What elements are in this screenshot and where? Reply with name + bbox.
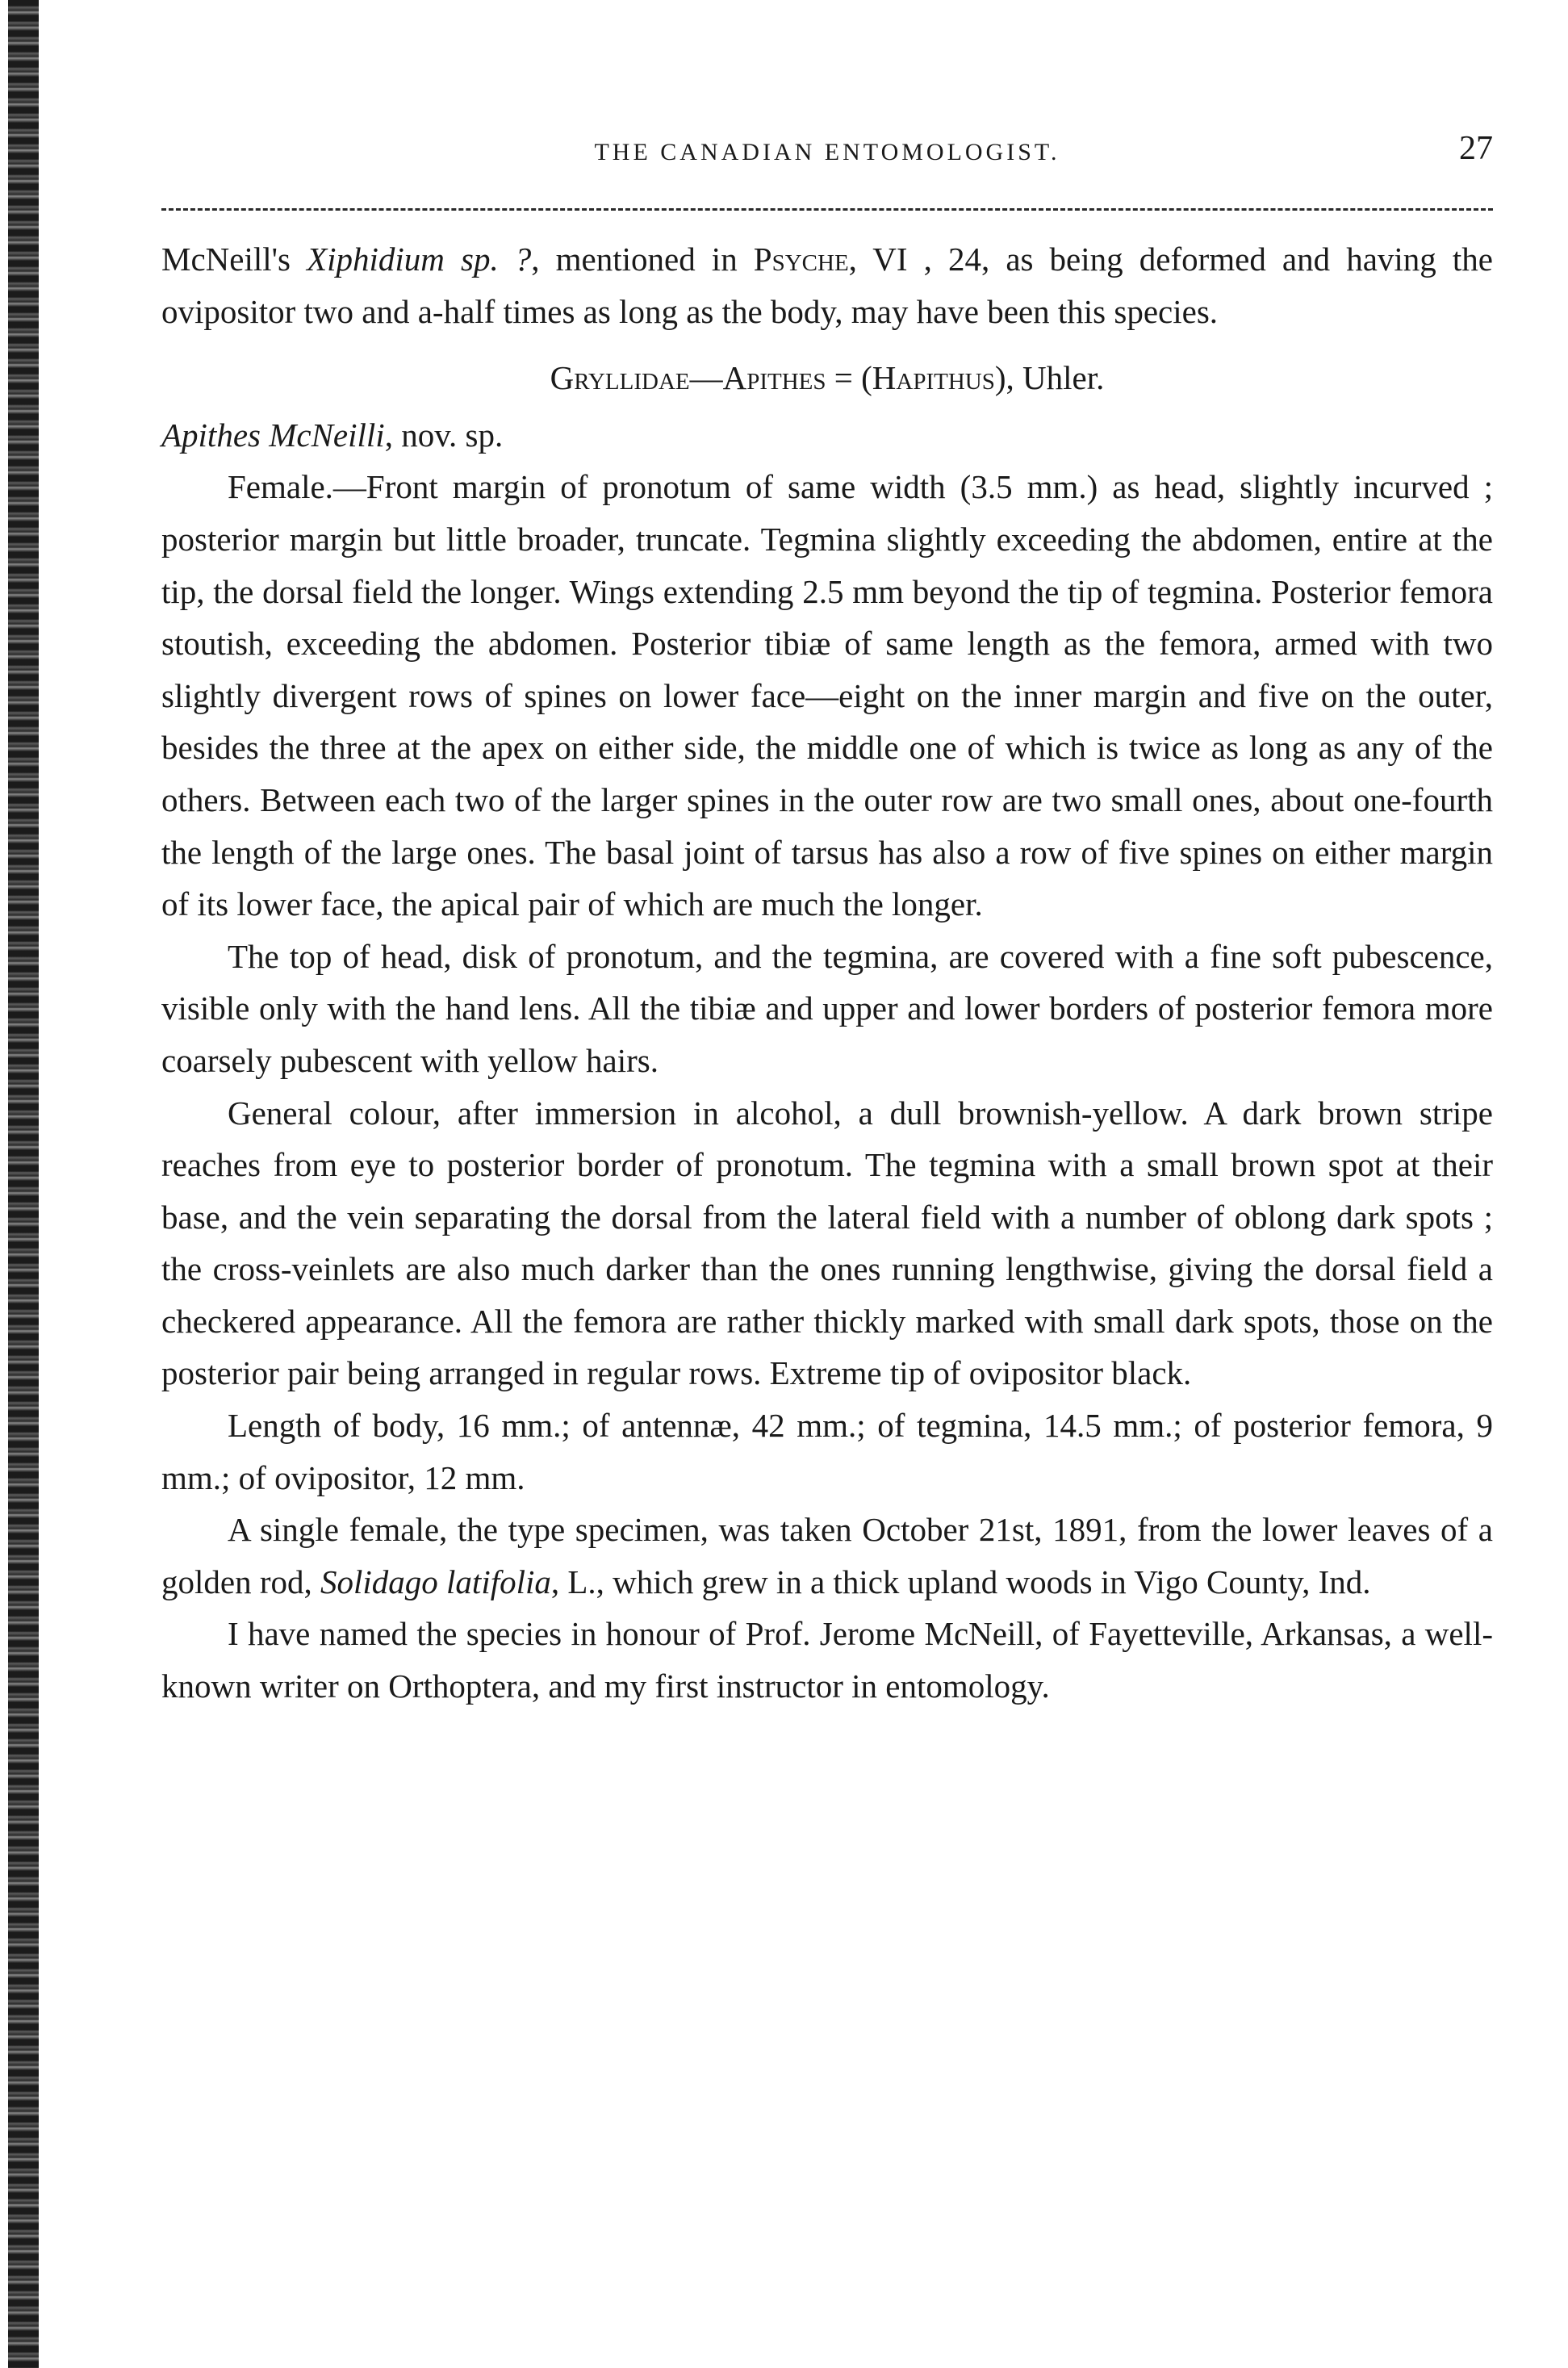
paragraph-honour: I have named the species in honour of Prof. Jerome McNeill, of Fayetteville, Arkansas, a well-known writer on Orthoptera, and my first instructor in entomology. (161, 1615, 1493, 1705)
species-name: Apithes McNeilli (161, 416, 385, 454)
paragraph-xiphidium (161, 233, 1493, 337)
paragraph-measurements: Length of body, 16 mm.; of antennæ, 42 mm.; of tegmina, 14.5 mm.; of posterior femora, 9 mm.; of ovipositor, 12 mm. (161, 1407, 1493, 1496)
text-run: McNeill's (161, 241, 307, 278)
text-run: , mentioned in (531, 241, 754, 278)
species-status: , nov. sp. (384, 416, 504, 454)
italic-plant-name: Solidago latifolia (320, 1563, 551, 1600)
text-run: , L., which grew in a thick upland woods in Vigo County, Ind. (550, 1563, 1371, 1600)
book-page (161, 129, 1493, 1713)
running-title: THE CANADIAN ENTOMOLOGIST. (594, 139, 1060, 165)
text-run: , VI , 24, as being deformed and having the ovipositor two and a-half times as long as the body, may have been this species. (161, 241, 1493, 330)
family-heading-name: Gryllidae—Apithes = (Hapithus) (550, 359, 1006, 397)
paragraph-female: Female.—Front margin of pronotum of same width (3.5 mm.) as head, slightly incurved ; posterior margin but little broader, truncate. Tegmina slightly exceeding the abdomen, entire at the tip, the dorsal field the longer. Wings extending 2.5 mm beyond the tip of tegmina. Posterior femora stoutish, exceeding the abdomen. Posterior tibiæ of same length as the femora, armed with two slightly divergent rows of spines on lower face—eight on the inner margin and five on the outer, besides the three at the apex on either side, the middle one of which is twice as long as any of the others. Between each two of the larger spines in the outer row are two small ones, about one-fourth the length of the large ones. The basal joint of tarsus has also a row of five spines on either margin of its lower face, the apical pair of which are much the longer. (161, 468, 1493, 923)
paragraph-colour: General colour, after immersion in alcohol, a dull brownish-yellow. A dark brown stripe reaches from eye to posterior border of pronotum. The tegmina with a small brown spot at their base, and the vein separating the dorsal from the lateral field with a number of oblong dark spots ; the cross-veinlets are also much darker than the ones running lengthwise, giving the dorsal field a checkered appearance. All the femora are rather thickly marked with small dark spots, those on the posterior pair being arranged in regular rows. Extreme tip of ovipositor black. (161, 1094, 1493, 1392)
header-rule (161, 208, 1493, 211)
paragraph-pubescence: The top of head, disk of pronotum, and the tegmina, are covered with a fine soft pubescence, visible only with the hand lens. All the tibiæ and upper and lower borders of posterior femora more coarsely pubescent with yellow hairs. (161, 937, 1493, 1079)
text-run: A single female, the type specimen, was taken October 21st, 1891, from the lower leaves of a golden rod, (161, 1511, 1493, 1600)
page-number: 27 (1459, 130, 1493, 167)
scan-binding-edge (8, 0, 39, 2368)
species-heading (161, 409, 1493, 462)
journal-name: Psyche (753, 241, 849, 278)
running-head (161, 129, 1493, 186)
italic-taxon: Xiphidium sp. ? (307, 241, 532, 278)
family-heading-author: , Uhler. (1006, 359, 1105, 397)
paragraph-specimen (161, 1504, 1493, 1608)
family-heading (161, 352, 1493, 404)
